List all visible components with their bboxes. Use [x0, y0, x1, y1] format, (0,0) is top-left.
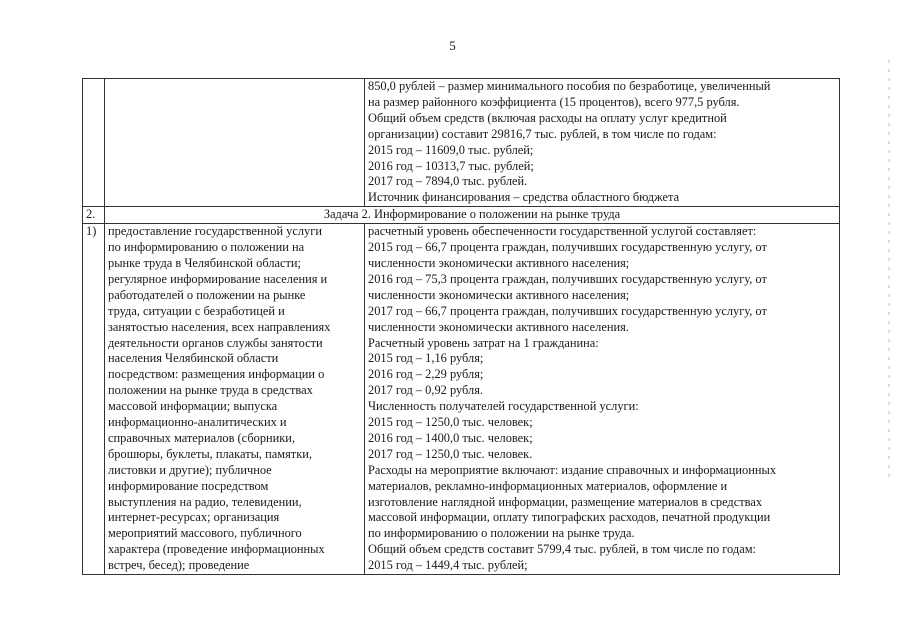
continuation-text-line: 850,0 рублей – размер минимального пособия по безработице, увеличенный [368, 79, 771, 93]
item-details-line: 2016 год – 2,29 рубля; [368, 367, 484, 382]
table-row-continuation [83, 79, 840, 207]
continuation-text-line: 2015 год – 11609,0 тыс. рублей; [368, 142, 534, 157]
continuation-description-cell [105, 79, 365, 207]
item-description-line: выступления на радио, телевидении, [108, 494, 302, 509]
task-title: Задача 2. Информирование о положении на рынке труда [105, 207, 840, 224]
item-details-line: 2016 год – 1400,0 тыс. человек; [368, 430, 533, 445]
item-description-line: интернет-ресурсах; организация [108, 510, 280, 525]
continuation-text-line: 2017 год – 7894,0 тыс. рублей. [368, 174, 528, 189]
item-description-line: рынке труда в Челябинской области; [108, 255, 301, 270]
item-description-line: информирование посредством [108, 478, 269, 493]
continuation-text-line: Источник финансирования – средства областного бюджета [368, 190, 680, 205]
item-details-line: Общий объем средств составит 5799,4 тыс. рублей, в том числе по годам: [368, 542, 756, 557]
item-details-line: по информированию о положении на рынке труда. [368, 526, 635, 541]
item-description-line: труда, ситуации с безработицей и [108, 303, 285, 318]
item-details-line: численности экономически активного населения; [368, 287, 630, 302]
item-details-line: 2016 год – 75,3 процента граждан, получивших государственную услугу, от [368, 271, 767, 286]
continuation-text-line: Общий объем средств (включая расходы на оплату услуг кредитной [368, 110, 727, 125]
table-row-item [83, 224, 840, 575]
continuation-text-line: 2016 год – 10313,7 тыс. рублей; [368, 158, 534, 173]
item-description-line: посредством: размещения информации о [108, 367, 325, 382]
item-details-cell [365, 224, 840, 575]
item-description-line: информационно-аналитических и [108, 415, 287, 430]
item-description-line: брошюры, буклеты, плакаты, памятки, [108, 446, 312, 461]
scan-artifact [888, 60, 890, 480]
item-details-line: Расходы на мероприятие включают: издание справочных и информационных [368, 462, 777, 477]
item-description-line: предоставление государственной услуги [108, 224, 322, 239]
item-description-line: населения Челябинской области [108, 351, 279, 366]
item-description-line: встреч, бесед); проведение [108, 558, 250, 573]
item-details-line: Численность получателей государственной услуги: [368, 399, 639, 414]
item-description-line: справочных материалов (сборники, [108, 430, 296, 445]
item-details-line: 2015 год – 1449,4 тыс. рублей; [368, 558, 528, 573]
item-details-line: материалов, рекламно-информационных материалов, оформление и [368, 478, 728, 493]
item-description-line: мероприятий массового, публичного [108, 526, 302, 541]
item-description-line: характера (проведение информационных [108, 542, 325, 557]
item-details-line: численности экономически активного населения. [368, 319, 629, 334]
task-number: 2. [83, 207, 105, 224]
item-details-line: 2015 год – 1250,0 тыс. человек; [368, 415, 533, 430]
item-details-line: расчетный уровень обеспеченности государственной услугой составляет: [368, 224, 757, 239]
continuation-number-cell [83, 79, 105, 207]
continuation-details-cell [365, 79, 840, 207]
item-number: 1) [83, 224, 105, 575]
item-details-line: 2017 год – 1250,0 тыс. человек. [368, 446, 533, 461]
item-details-line: численности экономически активного населения; [368, 255, 630, 270]
item-details-line: 2015 год – 1,16 рубля; [368, 351, 484, 366]
program-table [82, 78, 840, 575]
item-description-cell [105, 224, 365, 575]
table-row-task [83, 207, 840, 224]
item-details-line: 2017 год – 66,7 процента граждан, получивших государственную услугу, от [368, 303, 767, 318]
item-details-line: 2017 год – 0,92 рубля. [368, 383, 484, 398]
item-description-line: массовой информации; выпуска [108, 399, 278, 414]
item-description-line: регулярное информирование населения и [108, 271, 328, 286]
item-description-line: деятельности органов службы занятости [108, 335, 323, 350]
item-details-line: изготовление наглядной информации, размещение материалов в средствах [368, 494, 763, 509]
page-number: 5 [449, 38, 456, 53]
item-description-line: положении на рынке труда в средствах [108, 383, 313, 398]
item-details-line: массовой информации, оплату типографских расходов, печатной продукции [368, 510, 771, 525]
item-description-line: листовки и другие); публичное [108, 462, 272, 477]
item-description-line: по информированию о положении на [108, 240, 305, 255]
continuation-text-line: на размер районного коэффициента (15 процентов), всего 977,5 рубля. [368, 94, 740, 109]
item-description-line: занятостью населения, всех направлениях [108, 319, 331, 334]
item-details-line: 2015 год – 66,7 процента граждан, получивших государственную услугу, от [368, 240, 767, 255]
item-description-line: работодателей о положении на рынке [108, 287, 306, 302]
item-details-line: Расчетный уровень затрат на 1 гражданина: [368, 335, 599, 350]
continuation-text-line: организации) составит 29816,7 тыс. рублей, в том числе по годам: [368, 126, 717, 141]
